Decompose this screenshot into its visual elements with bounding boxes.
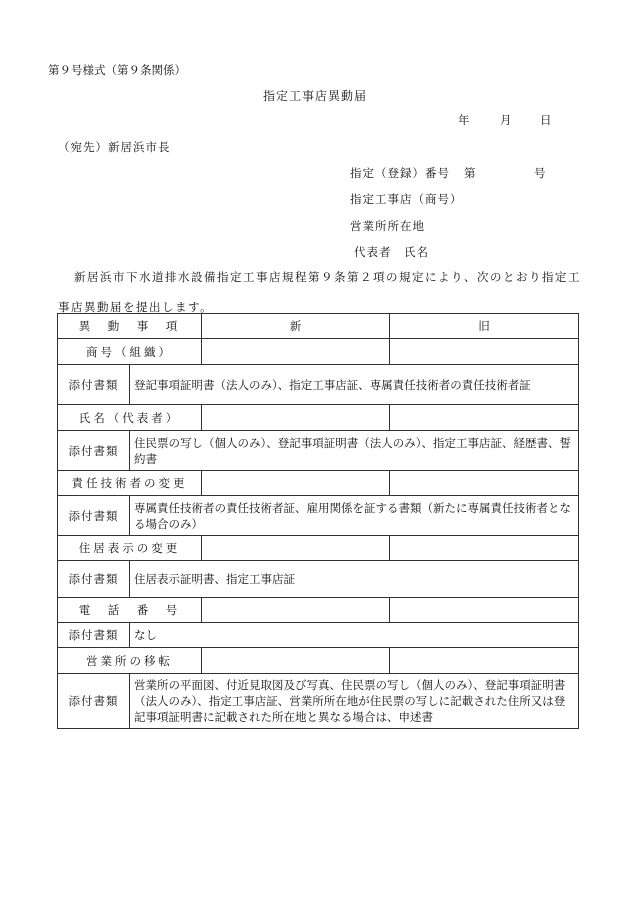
attachment-label: 添付書類 [58,561,130,598]
table-header-row [58,314,579,339]
document-title: 指定工事店異動届 [262,89,367,103]
attachment-label: 添付書類 [58,496,130,536]
form-number: 第９号様式（第９条関係） [48,63,186,77]
attachment-documents: 登記事項証明書（法人のみ）、指定工事店証、専属責任技術者の責任技術者証 [130,365,579,405]
attachment-row [58,365,579,405]
date-day-label: 日 [540,113,552,127]
change-item-row [58,648,579,674]
header-new: 新 [202,314,390,339]
date-month-label: 月 [500,113,512,127]
registration-number-line [350,165,547,181]
change-item-label: 住居表示の変更 [58,536,202,561]
change-item-label: 氏名（代表者） [58,405,202,431]
change-item-label: 電 話 番 号 [58,598,202,623]
old-value-field[interactable] [390,471,579,496]
attachment-row [58,561,579,598]
new-value-field[interactable] [202,598,390,623]
old-value-field[interactable] [390,598,579,623]
new-value-field[interactable] [202,405,390,431]
attachment-label: 添付書類 [58,365,130,405]
attachment-label: 添付書類 [58,431,130,471]
registration-number-prefix: 第 [464,166,477,180]
new-value-field[interactable] [202,471,390,496]
registration-number-label: 指定（登録）番号 [350,166,450,180]
change-item-label: 責任技術者の変更 [58,471,202,496]
header-change-item: 異 動 事 項 [58,314,202,339]
change-item-row [58,598,579,623]
header-old: 旧 [390,314,579,339]
change-item-label: 営業所の移転 [58,648,202,674]
attachment-row [58,431,579,471]
attachment-documents: 営業所の平面図、付近見取図及び写真、住民票の写し（個人のみ）、登記事項証明書（法人のみ）、指定工事店証、営業所所在地が住民票の写しに記載された住所又は登記事項証明書に記載された所在地と異なる場合は、申述書 [130,674,579,729]
attachment-documents: 住民票の写し（個人のみ）、登記事項証明書（法人のみ）、指定工事店証、経歴書、誓約書 [130,431,579,471]
attachment-documents: なし [130,623,579,648]
old-value-field[interactable] [390,648,579,674]
addressee: （宛先）新居浜市長 [58,140,171,154]
change-item-row [58,471,579,496]
attachment-row [58,623,579,648]
change-item-row [58,405,579,431]
attachment-label: 添付書類 [58,674,130,729]
date-line [458,112,552,128]
registration-number-suffix: 号 [534,166,547,180]
office-location-label: 営業所所在地 [350,219,425,233]
representative-name-label: 代表者 氏名 [354,245,429,259]
change-item-label: 商号（組織） [58,339,202,365]
old-value-field[interactable] [390,339,579,365]
attachment-documents: 専属責任技術者の責任技術者証、雇用関係を証する書類（新たに専属責任技術者となる場合のみ） [130,496,579,536]
change-item-row [58,339,579,365]
old-value-field[interactable] [390,405,579,431]
date-year-label: 年 [458,113,470,127]
change-items-table [57,313,579,729]
attachment-label: 添付書類 [58,623,130,648]
new-value-field[interactable] [202,339,390,365]
change-item-row [58,536,579,561]
table-body [58,314,579,729]
shop-name-label: 指定工事店（商号） [350,192,463,206]
new-value-field[interactable] [202,648,390,674]
attachment-documents: 住居表示証明書、指定工事店証 [130,561,579,598]
old-value-field[interactable] [390,536,579,561]
new-value-field[interactable] [202,536,390,561]
body-paragraph: 新居浜市下水道排水設備指定工事店規程第９条第２項の規定により、次のとおり指定工事店異動届を提出します。 [58,270,581,314]
attachment-row [58,496,579,536]
attachment-row [58,674,579,729]
